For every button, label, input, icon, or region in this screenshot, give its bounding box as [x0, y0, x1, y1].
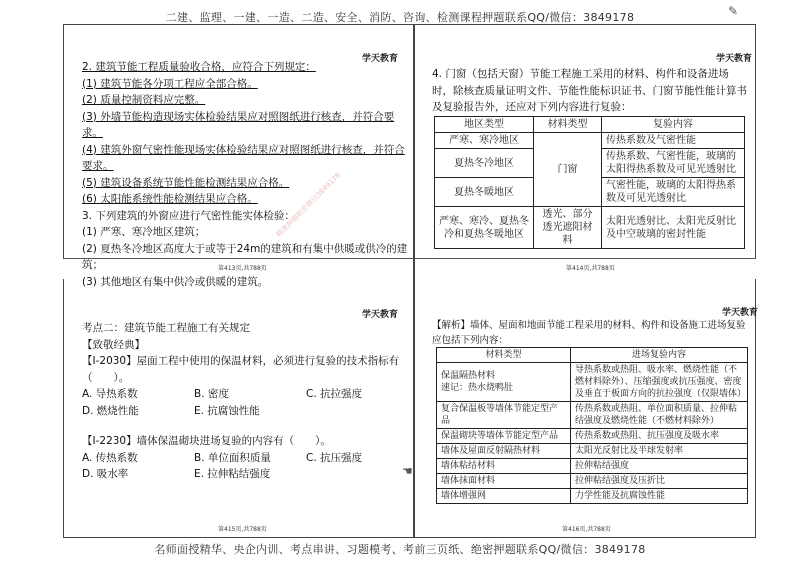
option: C. 抗拉强度 [306, 388, 363, 400]
list-item: (5) 建筑设备系统节能性能检测结果应合格。 [82, 176, 290, 189]
option: C. 抗压强度 [306, 451, 363, 464]
cell: 太阳光反射比及半球发射率 [571, 444, 748, 459]
cell: 严寒、寒冷、夏热冬冷和夏热冬暖地区 [435, 207, 534, 249]
cell: 透光、部分透光遮阳材料 [534, 207, 602, 249]
analysis-intro: 【解析】墙体、屋面和地面节能工程采用的材料、构件和设备施工进场复验应包括下列内容： [432, 320, 746, 346]
cell: 保温隔热材料 速记：热水烧鸭肚 [437, 363, 571, 402]
cell: 夏热冬暖地区 [435, 178, 534, 207]
cell: 传热系数及气密性能 [602, 133, 745, 149]
vertical-divider [413, 24, 415, 538]
list-item: 3. 下列建筑的外窗应进行气密性能实体检验： [82, 209, 295, 222]
list-item: 2. 建筑节能工程质量验收合格，应符合下列规定： [82, 61, 316, 73]
table-row [437, 474, 748, 489]
list-item: (1) 严寒、寒冷地区建筑； [82, 226, 206, 238]
logo: 学天教育 [716, 54, 753, 64]
cell: 门窗 [534, 133, 602, 207]
logo: 学天教育 [362, 54, 399, 64]
section-title: 考点二：建筑节能工程施工有关规定 [82, 322, 250, 334]
col-header: 材料类型 [534, 117, 602, 133]
list-item: (2) 夏热冬冷地区高度大于或等于24m的建筑和有集中供暖或供冷的建筑； [82, 242, 408, 271]
question-1: 【Ⅰ-2030】屋面工程中使用的保温材料，必须进行复验的技术指标有（ ）。 [82, 355, 400, 384]
page-number: 第413页,共788页 [218, 265, 267, 272]
list-item: (4) 建筑外窗气密性能现场实体检验结果应对照图纸进行核查，并符合要求。 [82, 143, 405, 172]
hand-cursor-icon: ☚ [402, 464, 413, 478]
bottom-banner: 名师面授精华、央企内训、考点串讲、习题模考、考前三页纸、绝密押题联系QQ/微信：3849178 [154, 543, 646, 556]
cell: 夏热冬冷地区 [435, 149, 534, 178]
logo: 学天教育 [362, 310, 399, 320]
table-row [437, 489, 748, 504]
list-item: (1) 建筑节能各分项工程应全部合格。 [82, 77, 258, 90]
table-row [437, 444, 748, 459]
cell: 墙体及屋面反射隔热材料 [437, 444, 571, 459]
page-number: 第416页,共788页 [562, 526, 611, 533]
cell: 力学性能及抗腐蚀性能 [571, 489, 748, 504]
cell: 传热系数或热阻、单位面积质量、拉伸粘结强度及燃烧性能（不燃材料除外） [571, 402, 748, 429]
option: B. 密度 [194, 388, 229, 400]
col-header: 地区类型 [435, 117, 534, 133]
table-row [437, 363, 748, 402]
cell: 气密性能，玻璃的太阳得热系数及可见光透射比 [602, 178, 745, 207]
cell: 拉伸粘结强度 [571, 459, 748, 474]
page-number: 第415页,共788页 [218, 526, 267, 533]
option: D. 燃烧性能 [82, 404, 139, 417]
page-415-content [82, 320, 402, 483]
table-row [435, 133, 745, 149]
cell: 墙体抹面材料 [437, 474, 571, 489]
table-row [437, 429, 748, 444]
top-banner: 二建、监理、一建、一造、二造、安全、消防、咨询、检测课程押题联系QQ/微信：3849178 [165, 11, 635, 24]
cell: 墙体增强网 [437, 489, 571, 504]
list-item: (3) 其他地区有集中供冷或供暖的建筑。 [82, 275, 269, 288]
cell: 传热系数、气密性能，玻璃的太阳得热系数及可见光透射比 [602, 149, 745, 178]
window-retest-table [434, 116, 745, 249]
col-header: 进场复验内容 [571, 348, 748, 363]
option: E. 抗腐蚀性能 [194, 404, 260, 417]
logo: 学天教育 [722, 308, 759, 318]
cell: 严寒、寒冷地区 [435, 133, 534, 149]
cell: 保温砌块等墙体节能定型产品 [437, 429, 571, 444]
cell: 导热系数或热阻、吸水率、燃烧性能（不燃材料除外）、压缩强度或抗压强度、密度及垂直于板面方向的抗拉强度（仅限墙体） [571, 363, 748, 402]
list-item: (2) 质量控制资料应完整。 [82, 94, 206, 106]
cell: 太阳光透射比、太阳光反射比及中空玻璃的密封性能 [602, 207, 745, 249]
list-item: (6) 太阳能系统性能检测结果应合格。 [82, 193, 258, 205]
cell: 复合保温板等墙体节能定型产品 [437, 402, 571, 429]
material-retest-table [436, 347, 748, 504]
option: D. 吸水率 [82, 468, 129, 480]
col-header: 材料类型 [437, 348, 571, 363]
cell: 传热系数或热阻、抗压强度及吸水率 [571, 429, 748, 444]
page-413-content [82, 59, 412, 290]
question-2: 【Ⅰ-2230】墙体保温砌块进场复验的内容有（ ）。 [82, 435, 331, 447]
table-row [437, 459, 748, 474]
col-header: 复验内容 [602, 117, 745, 133]
watermark: 精准押题联系微信3849178 [274, 171, 343, 239]
table-row [437, 402, 748, 429]
cell: 墙体粘结材料 [437, 459, 571, 474]
cell: 拉伸粘结强度及压折比 [571, 474, 748, 489]
list-item: (3) 外墙节能构造现场实体检验结果应对照图纸进行核查，并符合要求。 [82, 110, 395, 139]
table-row [435, 207, 745, 249]
section-label: 【致敬经典】 [82, 338, 145, 351]
option: A. 传热系数 [82, 451, 138, 464]
window-intro: 4. 门窗（包括天窗）节能工程施工采用的材料、构件和设备进场时，除核查质量证明文件、节能性能标识证书、门窗节能性能计算书及复验报告外，还应对下列内容进行复验： [432, 68, 747, 113]
page-number: 第414页,共788页 [566, 265, 615, 272]
option: B. 单位面积质量 [194, 451, 271, 464]
option: A. 导热系数 [82, 388, 138, 400]
option: E. 拉伸粘结强度 [194, 468, 271, 480]
scan-mark-icon: ✎ [728, 4, 739, 18]
